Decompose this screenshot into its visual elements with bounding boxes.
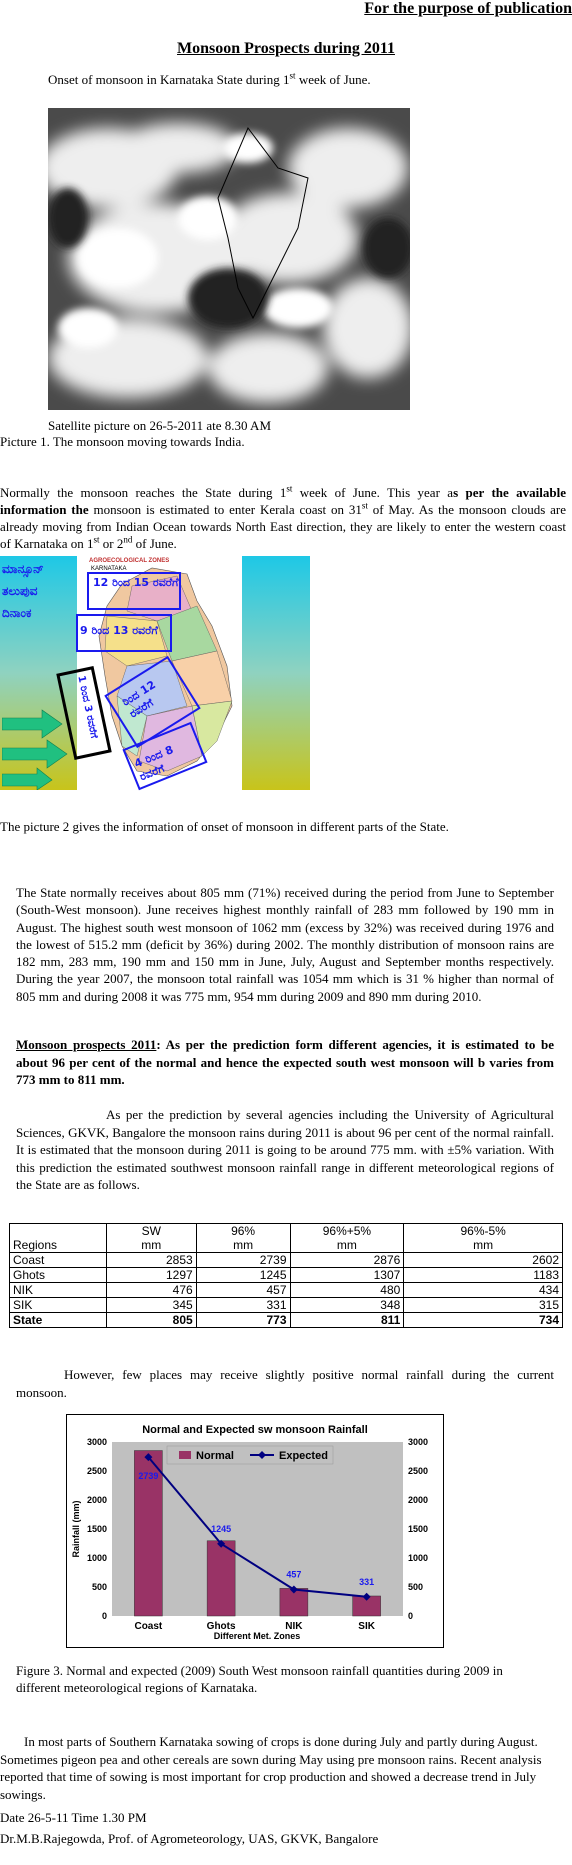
- data-label-expected: 331: [359, 1576, 375, 1587]
- y-tick-label-right: 1000: [408, 1553, 429, 1563]
- table-header-cell: mm: [106, 1238, 196, 1253]
- map-title: AGROECOLOGICAL ZONES: [89, 558, 170, 564]
- onset-zone-box-3: ರಿಂದ 12 ರವರೆಗೆ: [104, 656, 200, 748]
- table-cell: 1307: [290, 1268, 404, 1283]
- picture1-label: Picture 1. The monsoon moving towards India.: [0, 434, 245, 449]
- satellite-cloud-graphic: [48, 108, 410, 410]
- table-header-cell: Regions: [10, 1238, 107, 1253]
- y-tick-label-left: 1000: [86, 1553, 107, 1563]
- picture2-caption: The picture 2 gives the information of onset of monsoon in different parts of the State.: [0, 819, 449, 834]
- table-row: [10, 1283, 563, 1298]
- chart-y-axis-label: Rainfall (mm): [71, 1500, 81, 1558]
- y-tick-label-right: 500: [408, 1582, 424, 1592]
- table-header-cell: 96%: [196, 1224, 290, 1239]
- table-cell: SIK: [10, 1298, 107, 1313]
- table-cell: 2739: [196, 1253, 290, 1268]
- prospects-heading: Monsoon prospects 2011: [16, 1037, 157, 1052]
- table-cell: Ghots: [10, 1268, 107, 1283]
- table-row: [10, 1268, 563, 1283]
- y-tick-label-left: 1500: [86, 1524, 107, 1534]
- y-tick-label-left: 500: [91, 1582, 107, 1592]
- y-tick-label-right: 3000: [408, 1437, 429, 1447]
- table-cell: 480: [290, 1283, 404, 1298]
- table-cell: 1245: [196, 1268, 290, 1283]
- legend-normal-label: Normal: [196, 1450, 234, 1462]
- map-side-label: ಮಾನ್ಸೂನ್ ತಲುಪುವ ದಿನಾಂಕ: [2, 562, 44, 620]
- data-label-expected: 2739: [138, 1471, 159, 1482]
- table-cell: 476: [106, 1283, 196, 1298]
- table-header-row: [10, 1238, 563, 1253]
- table-header-cell: 96%-5%: [404, 1224, 563, 1239]
- rainfall-chart-svg: [67, 1415, 443, 1647]
- x-tick-label: NIK: [285, 1621, 303, 1632]
- y-tick-label-left: 2000: [86, 1495, 107, 1505]
- table-cell: 345: [106, 1298, 196, 1313]
- table-cell: 1297: [106, 1268, 196, 1283]
- table-cell: State: [10, 1313, 107, 1328]
- legend-expected-label: Expected: [279, 1450, 328, 1462]
- table-header-cell: SW: [106, 1224, 196, 1239]
- chart-title: Normal and Expected sw monsoon Rainfall: [142, 1424, 368, 1436]
- onset-subtitle: Onset of monsoon in Karnataka State during 1st week of June.: [48, 70, 371, 87]
- footer-author: Dr.M.B.Rajegowda, Prof. of Agrometeorology, UAS, GKVK, Bangalore: [0, 1831, 379, 1846]
- table-header-cell: mm: [404, 1238, 563, 1253]
- rainfall-chart: [66, 1414, 444, 1648]
- satellite-caption: Satellite picture on 26-5-2011 ate 8.30 AM: [48, 418, 271, 433]
- data-label-expected: 457: [286, 1569, 302, 1580]
- table-cell: 773: [196, 1313, 290, 1328]
- footer-date: Date 26-5-11 Time 1.30 PM: [0, 1810, 147, 1825]
- table-header-row: [10, 1224, 563, 1239]
- table-cell: 811: [290, 1313, 404, 1328]
- x-tick-label: SIK: [358, 1621, 375, 1632]
- onset-zone-box-2: 9 ರಿಂದ 13 ರವರೆಗೆ: [76, 614, 172, 652]
- onset-zone-box-coast: 1 ರಿಂದ 3 ರವರೆಗೆ: [56, 666, 111, 760]
- y-tick-label-right: 0: [408, 1611, 414, 1621]
- table-cell: 315: [404, 1298, 563, 1313]
- table-row-state-total: [10, 1313, 563, 1328]
- satellite-image: [48, 108, 410, 410]
- y-tick-label-left: 3000: [86, 1437, 107, 1447]
- table-cell: 805: [106, 1313, 196, 1328]
- onset-map-figure: [0, 556, 310, 790]
- page-title: Monsoon Prospects during 2011: [177, 40, 395, 57]
- table-cell: Coast: [10, 1253, 107, 1268]
- monsoon-arrows-graphic: [2, 706, 92, 790]
- chart-legend: [167, 1446, 333, 1464]
- table-cell: 1183: [404, 1268, 563, 1283]
- table-header-cell: mm: [290, 1238, 404, 1253]
- table-cell: NIK: [10, 1283, 107, 1298]
- onset-zone-box-1: 12 ರಿಂದ 15 ರವರೆಗೆ: [87, 572, 181, 610]
- legend-normal-swatch: [179, 1451, 191, 1459]
- x-tick-label: Coast: [134, 1621, 163, 1632]
- x-tick-label: Ghots: [206, 1621, 236, 1632]
- figure3-caption: Figure 3. Normal and expected (2009) South West monsoon rainfall quantities during 2009 in different meteorological regions of Karnataka.: [16, 1663, 503, 1695]
- positive-rainfall-note: However, few places may receive slightly positive normal rainfall during the current monsoon.: [16, 1367, 554, 1400]
- y-tick-label-right: 2000: [408, 1495, 429, 1505]
- map-subtitle: KARNATAKA: [91, 566, 127, 572]
- chart-x-axis-label: Different Met. Zones: [213, 1631, 301, 1641]
- table-row: [10, 1253, 563, 1268]
- y-tick-label-right: 1500: [408, 1524, 429, 1534]
- sowing-paragraph: In most parts of Southern Karnataka sowing of crops is done during July and partly during August. Sometimes pigeon pea and other cereals are sown during May using pre monsoon rains. Recent analysis reported that time of sowing is most important for crop production and showed a decrease trend in July sowings.: [0, 1734, 542, 1802]
- bar-normal: [207, 1541, 235, 1616]
- y-tick-label-right: 2500: [408, 1466, 429, 1476]
- rainfall-statistics-paragraph: The State normally receives about 805 mm (71%) received during the period from June to September (South-West monsoon). June receives highest monthly rainfall of 283 mm followed by 190 mm in August. The highest south west monsoon of 1062 mm (excess by 32%) was received during 1976 and the lowest of 515.2 mm (deficit by 36%) during 2002. The monthly distribution of monsoon rains are 182 mm, 283 mm, 190 mm and 150 mm in June, July, August and September months respectively. During the year 2007, the monsoon total rainfall was 1054 mm which is 31 % higher than normal of 805 mm and during 2008 it was 775 mm, 954 mm during 2009 and 890 mm during 2010.: [16, 885, 554, 1004]
- table-cell: 734: [404, 1313, 563, 1328]
- table-header-cell: 96%+5%: [290, 1224, 404, 1239]
- table-cell: 434: [404, 1283, 563, 1298]
- publication-note: For the purpose of publication: [364, 0, 572, 17]
- monsoon-prospects-paragraph: Monsoon prospects 2011: As per the prediction form different agencies, it is estimated to be about 96 per cent of the normal and hence the expected south west monsoon will b varies from 773 mm to 811 mm.: [16, 1037, 554, 1087]
- table-cell: 348: [290, 1298, 404, 1313]
- rainfall-range-table: [9, 1223, 563, 1328]
- table-header-cell: mm: [196, 1238, 290, 1253]
- table-cell: 457: [196, 1283, 290, 1298]
- y-tick-label-left: 2500: [86, 1466, 107, 1476]
- prediction-paragraph: As per the prediction by several agencies including the University of Agricultural Sciences, GKVK, Bangalore the monsoon rains during 2011 is about 96 per cent of the normal rainfall. It is estimated that the monsoon during 2011 is going to be around 775 mm. with ±5% variation. With this prediction the estimated southwest monsoon rainfall range in different meteorological regions of the State are as follows.: [16, 1107, 554, 1192]
- table-cell: 331: [196, 1298, 290, 1313]
- table-cell: 2876: [290, 1253, 404, 1268]
- table-cell: 2602: [404, 1253, 563, 1268]
- data-label-expected: 1245: [211, 1523, 232, 1534]
- table-header-cell: [10, 1224, 107, 1239]
- monsoon-onset-paragraph: Normally the monsoon reaches the State during 1st week of June. This year as per the available information the monsoon is estimated to enter Kerala coast on 31st of May. As the monsoon clouds are already moving from Indian Ocean towards North East direction, they are likely to enter the western coast of Karnataka on 1st or 2nd of June.: [0, 483, 566, 551]
- table-cell: 2853: [106, 1253, 196, 1268]
- y-tick-label-left: 0: [101, 1611, 107, 1621]
- table-row: [10, 1298, 563, 1313]
- onset-zone-box-4: 4 ರಿಂದ 8 ರವರೆಗೆ: [122, 722, 207, 791]
